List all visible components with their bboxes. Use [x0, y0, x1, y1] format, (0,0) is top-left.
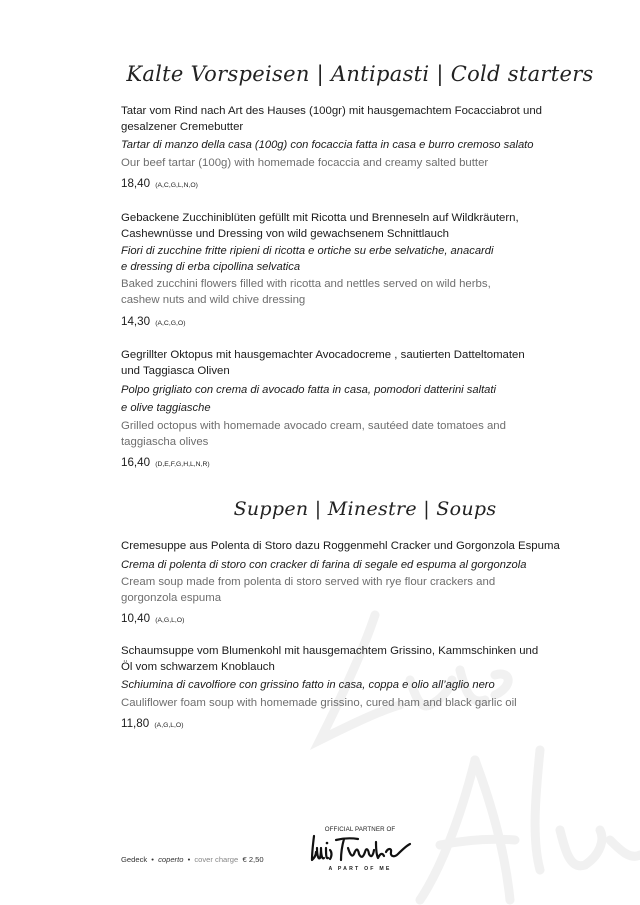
text-line: e olive taggiasche	[121, 402, 211, 415]
text-line: Schaumsuppe vom Blumenkohl mit hausgemachtem Grissino, Kammschinken und	[121, 645, 539, 657]
menu-item	[121, 104, 601, 190]
item-allergens: (A,G,L,O)	[155, 617, 185, 625]
item-price-row	[121, 612, 601, 625]
partner-label: OFFICIAL PARTNER OF	[324, 826, 396, 833]
item-name-german	[121, 539, 601, 555]
item-price: 11,80	[121, 717, 150, 731]
text-line: Crema di polenta di storo con cracker di farina di segale ed espuma al gorgonzola	[121, 558, 527, 571]
text-line: Tatar vom Rind nach Art des Hauses (100gr) mit hausgemachtem Focacciabrot und	[121, 105, 543, 117]
item-price: 10,40	[121, 612, 151, 626]
text-line: Cream soup made from polenta di storo served with rye flour crackers and	[121, 576, 496, 589]
item-name-english	[121, 696, 601, 712]
item-name-german	[121, 348, 601, 379]
text-line: Schiumina di cavolfiore con grissino fatto in casa, coppa e olio all’aglio nero	[121, 679, 495, 692]
item-name-german	[121, 104, 601, 135]
text-line: gesalzener Cremebutter	[121, 120, 244, 133]
menu-item	[121, 211, 601, 328]
text-line: Baked zucchini flowers filled with ricotta and nettles served on wild herbs,	[121, 278, 491, 291]
item-price-row	[121, 717, 601, 730]
item-price: 18,40	[121, 177, 151, 191]
section-title-soups: Suppen | Minestre | Soups	[233, 498, 497, 520]
item-price-row	[121, 177, 601, 190]
cover-charge-price: € 2,50	[242, 855, 264, 864]
item-name-english	[121, 419, 601, 450]
text-line: gorgonzola espuma	[121, 591, 222, 604]
menu-item	[121, 539, 601, 625]
text-line: Cashewnüsse und Dressing von wild gewachsenem Schnittlauch	[121, 227, 449, 240]
item-name-english	[121, 277, 601, 308]
text-line: Gegrillter Oktopus mit hausgemachter Avocadocreme , sautierten Datteltomaten	[121, 349, 525, 361]
separator: •	[151, 855, 154, 864]
item-name-italian	[121, 677, 601, 694]
item-price-row	[121, 315, 601, 328]
item-allergens: (A,G,L,O)	[154, 722, 184, 730]
item-allergens: (A,C,G,L,N,O)	[155, 182, 198, 190]
item-price-row	[121, 456, 601, 469]
item-name-german	[121, 211, 601, 242]
text-line: cashew nuts and wild chive dressing	[121, 293, 306, 306]
text-line: e dressing di erba cipollina selvatica	[121, 260, 301, 273]
menu-item	[121, 644, 601, 730]
text-line: Grilled octopus with homemade avocado cream, sautéed date tomatoes and	[121, 420, 506, 433]
cover-charge-german: Gedeck	[121, 855, 148, 864]
cover-charge	[121, 855, 264, 864]
item-name-german	[121, 644, 601, 675]
luis-trenker-signature-logo	[308, 834, 412, 864]
text-line: Tartar di manzo della casa (100g) con focaccia fatta in casa e burro cremoso salato	[121, 139, 534, 152]
text-line: Fiori di zucchine fritte ripieni di ricotta e ortiche su erbe selvatiche, anacardi	[121, 245, 494, 258]
text-line: und Taggiasca Oliven	[121, 364, 230, 377]
item-name-italian	[121, 137, 601, 154]
item-price: 16,40	[121, 456, 151, 470]
item-allergens: (D,E,F,G,H,L,N,R)	[155, 461, 210, 469]
text-line: Our beef tartar (100g) with homemade focaccia and creamy salted butter	[121, 156, 489, 169]
separator: •	[187, 855, 191, 864]
text-line: Cauliflower foam soup with homemade grissino, cured ham and black garlic oil	[121, 696, 517, 709]
text-line: Polpo grigliato con crema di avocado fatta in casa, pomodori datterini saltati	[121, 384, 496, 397]
partner-tagline: A PART OF ME	[328, 866, 392, 872]
text-line: taggiascha olives	[121, 435, 209, 448]
partner-logo-block	[300, 826, 420, 872]
item-name-italian	[121, 244, 601, 275]
item-name-italian	[121, 381, 601, 417]
item-name-english	[121, 575, 601, 606]
item-name-english	[121, 156, 601, 172]
item-price: 14,30	[121, 314, 151, 328]
section-title-cold-starters: Kalte Vorspeisen | Antipasti | Cold starters	[126, 62, 594, 86]
item-allergens: (A,C,G,O)	[155, 319, 186, 327]
menu-item	[121, 348, 601, 469]
cover-charge-italian: coperto	[158, 855, 184, 864]
text-line: Cremesuppe aus Polenta di Storo dazu Roggenmehl Cracker und Gorgonzola Espuma	[121, 540, 560, 552]
text-line: Öl vom schwarzem Knoblauch	[121, 660, 275, 673]
cover-charge-english: cover charge	[194, 855, 239, 864]
item-name-italian	[121, 557, 601, 574]
text-line: Gebackene Zucchiniblüten gefüllt mit Ricotta und Brenneseln auf Wildkräutern,	[121, 212, 519, 224]
